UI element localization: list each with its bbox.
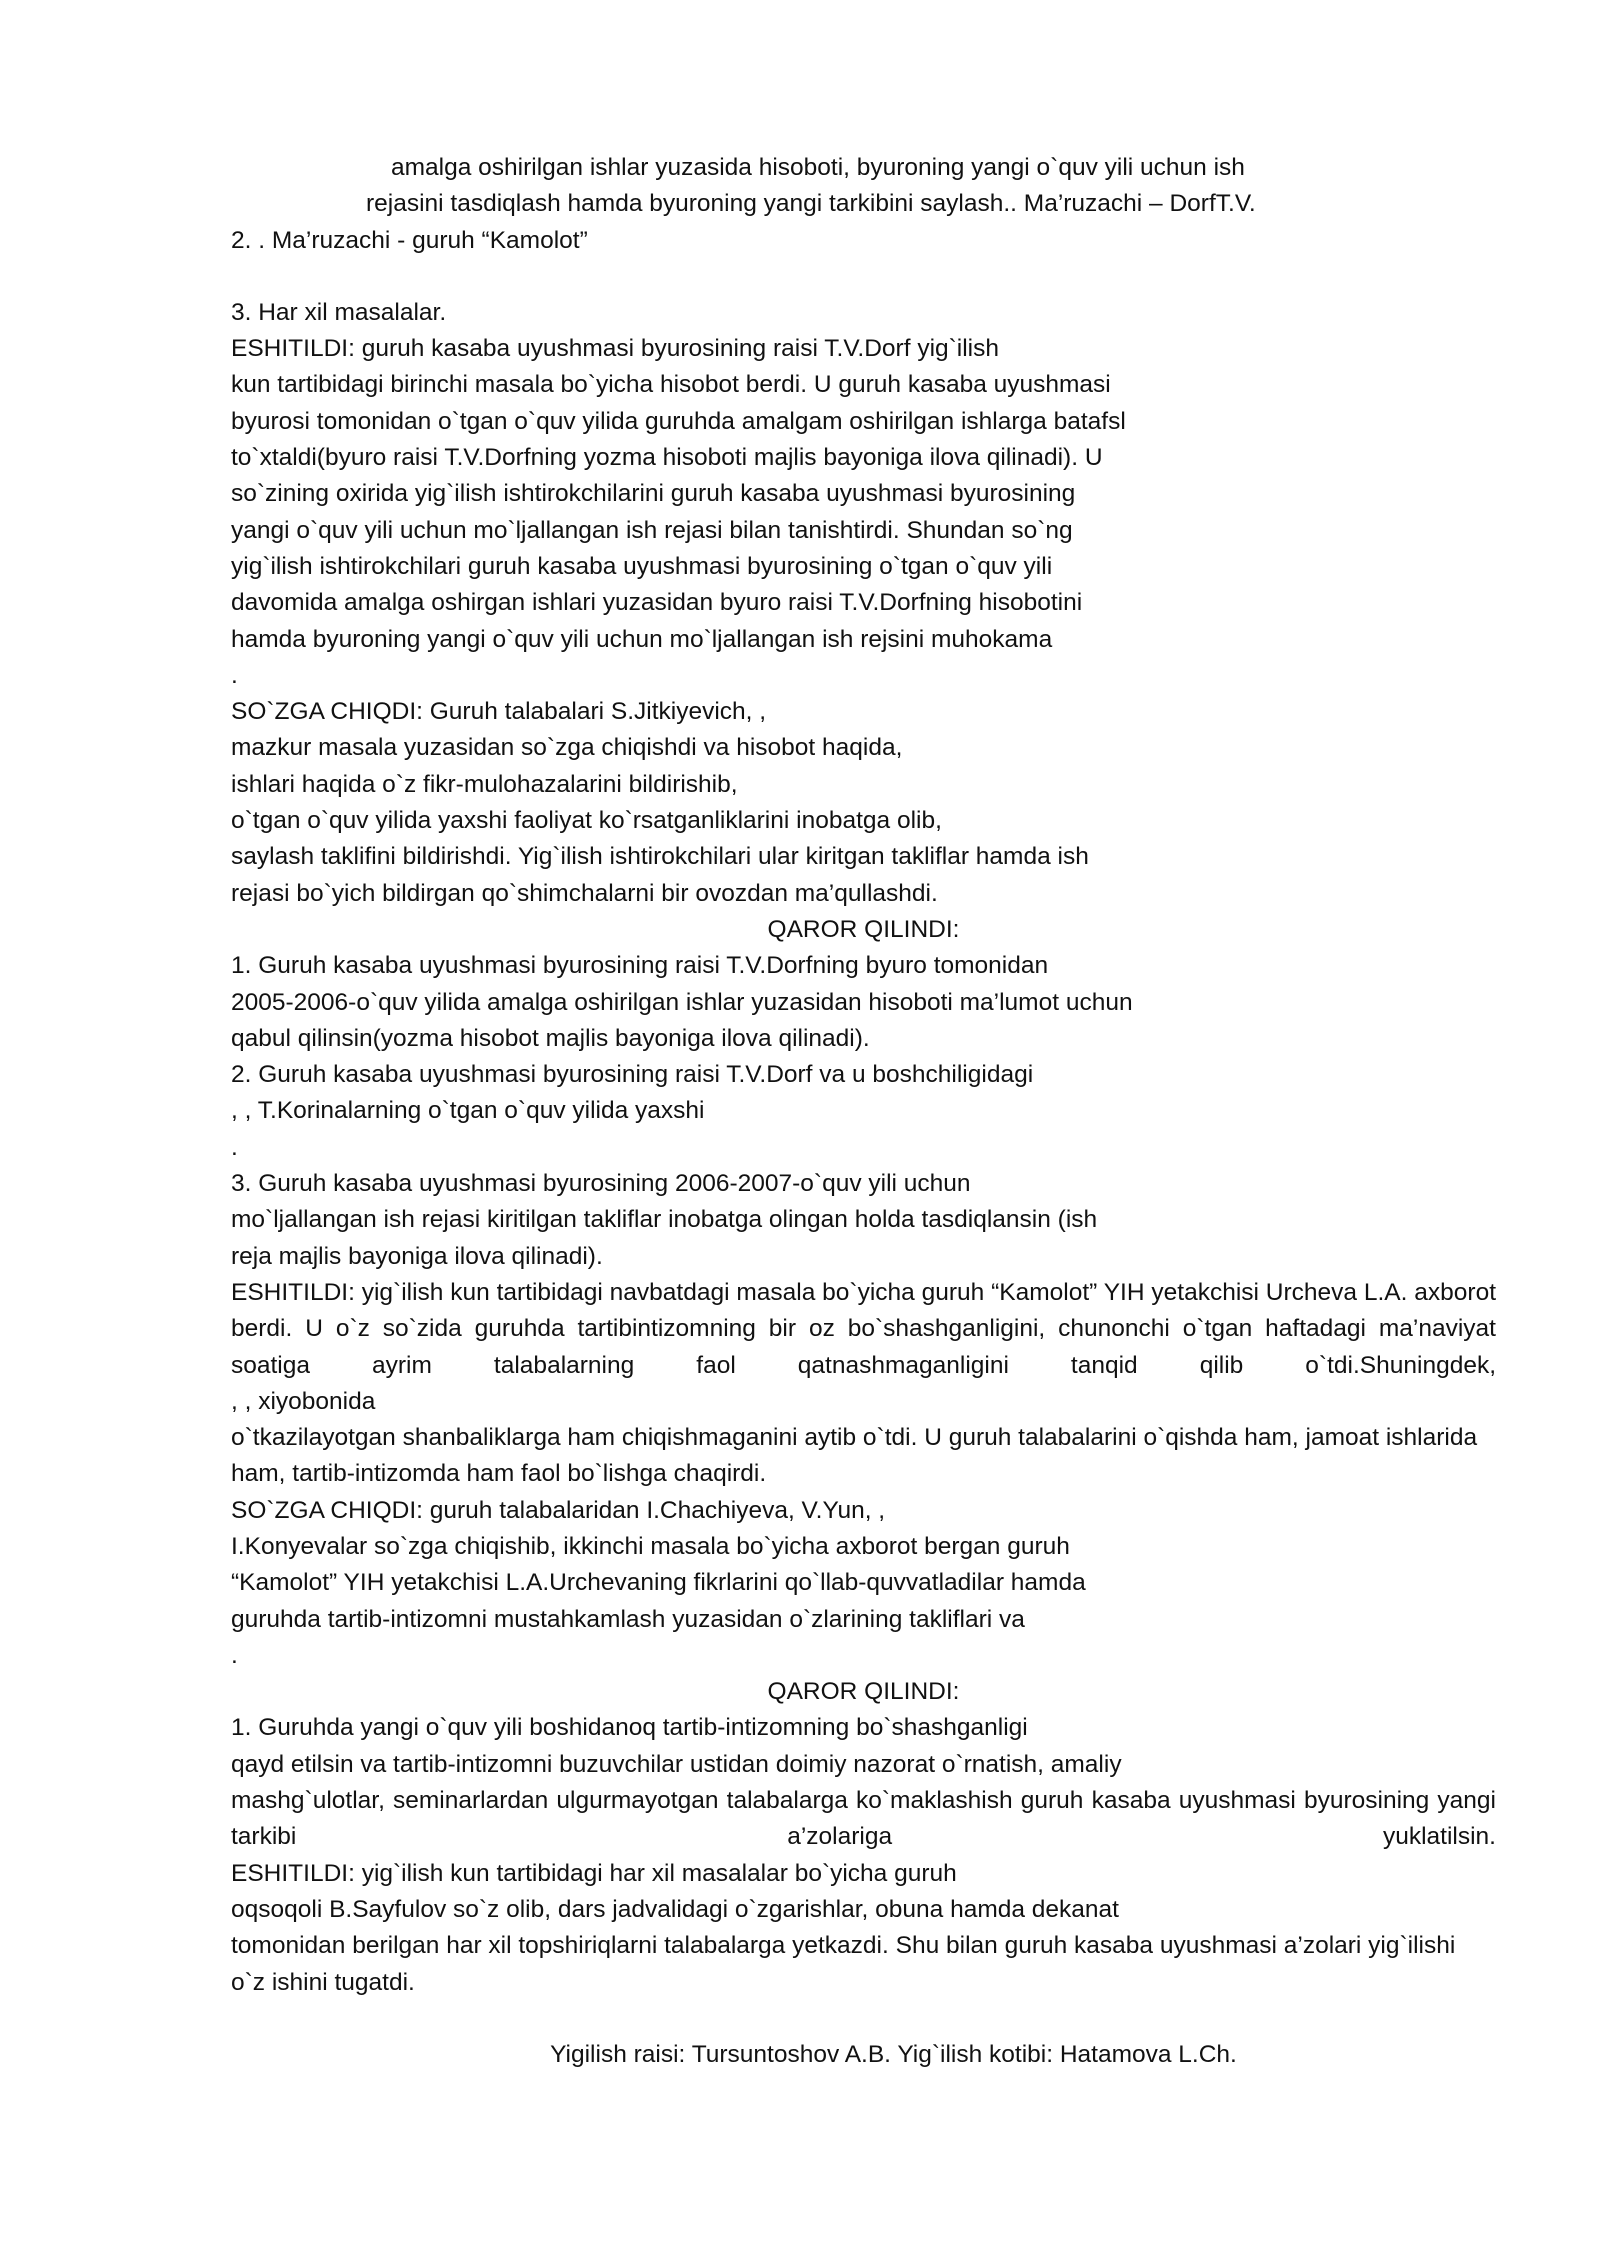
spoke-1-line: mazkur masala yuzasidan so`zga chiqishdi va hisobot haqida, bbox=[231, 734, 903, 762]
agenda-line-1b: rejasini tasdiqlash hamda byuroning yangi tarkibini saylash.. Ma’ruzachi – DorfT.V. bbox=[366, 190, 1256, 218]
heard-1-line: so`zining oxirida yig`ilish ishtirokchilarini guruh kasaba uyushmasi byurosining bbox=[231, 480, 1076, 508]
resolution-heading-2: QAROR QILINDI: bbox=[767, 1678, 960, 1706]
heard-2-line: , , xiyobonida bbox=[231, 1387, 376, 1415]
resolution-2-line: 1. Guruhda yangi o`quv yili boshidanoq tartib-intizomning bo`shashganligi bbox=[231, 1714, 1028, 1742]
heard-2-paragraph: o`tkazilayotgan shanbaliklarga ham chiqishmaganini aytib o`tdi. U guruh talabalarini o`qishda ham, jamoat ishlarida ham, tartib-intizomda ham faol bo`lishga chaqirdi. bbox=[231, 1424, 1478, 1488]
resolution-1-line: 2005-2006-o`quv yilida amalga oshirilgan ishlar yuzasidan hisoboti ma’lumot uchun bbox=[231, 988, 1133, 1016]
agenda-item-2: 2. . Ma’ruzachi - guruh “Kamolot” bbox=[231, 226, 588, 254]
heard-1-line: yig`ilish ishtirokchilari guruh kasaba uyushmasi byurosining o`tgan o`quv yili bbox=[231, 552, 1053, 580]
spoke-2-line: “Kamolot” YIH yetakchisi L.A.Urchevaning fikrlarini qo`llab-quvvatladilar hamda bbox=[231, 1569, 1086, 1597]
document-page bbox=[231, 150, 1496, 2073]
spoke-2-line: SO`ZGA CHIQDI: guruh talabalaridan I.Chachiyeva, V.Yun, , bbox=[231, 1496, 886, 1524]
dot-line: . bbox=[231, 661, 238, 689]
spoke-1-line: SO`ZGA CHIQDI: Guruh talabalari S.Jitkiyevich, , bbox=[231, 698, 767, 726]
heard-3-line: ESHITILDI: yig`ilish kun tartibidagi har xil masalalar bo`yicha guruh bbox=[231, 1859, 957, 1887]
heard-1-line: hamda byuroning yangi o`quv yili uchun mo`ljallangan ish rejsini muhokama bbox=[231, 625, 1053, 653]
heard-1-line: ESHITILDI: guruh kasaba uyushmasi byurosining raisi T.V.Dorf yig`ilish bbox=[231, 335, 1000, 363]
resolution-1-line: reja majlis bayoniga ilova qilinadi). bbox=[231, 1242, 603, 1270]
dot-line: . bbox=[231, 1641, 238, 1669]
resolution-1-line: mo`ljallangan ish rejasi kiritilgan takliflar inobatga olingan holda tasdiqlansin (ish bbox=[231, 1206, 1098, 1234]
resolution-2-line: qayd etilsin va tartib-intizomni buzuvchilar ustidan doimiy nazorat o`rnatish, amaliy bbox=[231, 1750, 1122, 1778]
heard-3-paragraph: tomonidan berilgan har xil topshiriqlarni talabalarga yetkazdi. Shu bilan guruh kasaba uyushmasi a’zolari yig`ilishi o`z ishini tugatdi. bbox=[231, 1932, 1456, 1996]
resolution-1-line: , , T.Korinalarning o`tgan o`quv yilida yaxshi bbox=[231, 1097, 705, 1125]
spoke-1-line: rejasi bo`yich bildirgan qo`shimchalarni bir ovozdan ma’qullashdi. bbox=[231, 879, 938, 907]
spoke-1-line: ishlari haqida o`z fikr-mulohazalarini bildirishib, bbox=[231, 770, 738, 798]
agenda-line-1a: amalga oshirilgan ishlar yuzasida hisoboti, byuroning yangi o`quv yili uchun ish bbox=[391, 154, 1245, 181]
resolution-heading-1: QAROR QILINDI: bbox=[767, 915, 960, 943]
heard-1-line: to`xtaldi(byuro raisi T.V.Dorfning yozma hisoboti majlis bayoniga ilova qilinadi). U bbox=[231, 444, 1103, 472]
resolution-2-paragraph: mashg`ulotlar, seminarlardan ulgurmayotgan talabalarga ko`maklashish guruh kasaba uyushmasi byurosining yangi tarkibi a’zolariga yuklatilsin. bbox=[231, 1787, 1496, 1851]
spoke-1-line: saylash taklifini bildirishdi. Yig`ilish ishtirokchilari ular kiritgan takliflar hamda ish bbox=[231, 843, 1089, 871]
resolution-1-line: qabul qilinsin(yozma hisobot majlis bayoniga ilova qilinadi). bbox=[231, 1024, 870, 1052]
heard-1-line: byurosi tomonidan o`tgan o`quv yilida guruhda amalgam oshirilgan ishlarga batafsl bbox=[231, 407, 1126, 435]
dot-line: . bbox=[231, 1133, 238, 1161]
resolution-1-line: 1. Guruh kasaba uyushmasi byurosining raisi T.V.Dorfning byuro tomonidan bbox=[231, 952, 1049, 980]
spacer bbox=[231, 259, 1496, 295]
heard-2-paragraph: ESHITILDI: yig`ilish kun tartibidagi navbatdagi masala bo`yicha guruh “Kamolot” YIH yetakchisi Urcheva L.A. axborot berdi. U o`z so`zida guruhda tartibintizomning bir oz bo`shashganligini, chunonchi o`tgan haftadagi ma’naviyat soatiga ayrim talabalarning faol qatnashmaganligini tanqid qilib o`tdi.Shuningdek, bbox=[231, 1278, 1496, 1379]
spoke-1-line: o`tgan o`quv yilida yaxshi faoliyat ko`rsatganliklarini inobatga olib, bbox=[231, 807, 942, 835]
agenda-item-3: 3. Har xil masalalar. bbox=[231, 298, 447, 326]
heard-3-line: oqsoqoli B.Sayfulov so`z olib, dars jadvalidagi o`zgarishlar, obuna hamda dekanat bbox=[231, 1895, 1119, 1923]
spoke-2-line: I.Konyevalar so`zga chiqishib, ikkinchi masala bo`yicha axborot bergan guruh bbox=[231, 1532, 1070, 1560]
heard-1-line: yangi o`quv yili uchun mo`ljallangan ish rejasi bilan tanishtirdi. Shundan so`ng bbox=[231, 516, 1073, 544]
resolution-1-line: 2. Guruh kasaba uyushmasi byurosining raisi T.V.Dorf va u boshchiligidagi bbox=[231, 1061, 1034, 1089]
signatures-line: Yigilish raisi: Tursuntoshov A.B. Yig`ilish kotibi: Hatamova L.Ch. bbox=[550, 2040, 1237, 2068]
resolution-1-line: 3. Guruh kasaba uyushmasi byurosining 2006-2007-o`quv yili uchun bbox=[231, 1170, 971, 1198]
heard-1-line: kun tartibidagi birinchi masala bo`yicha hisobot berdi. U guruh kasaba uyushmasi bbox=[231, 371, 1111, 399]
heard-1-line: davomida amalga oshirgan ishlari yuzasidan byuro raisi T.V.Dorfning hisobotini bbox=[231, 589, 1083, 617]
spoke-2-line: guruhda tartib-intizomni mustahkamlash yuzasidan o`zlarining takliflari va bbox=[231, 1605, 1025, 1633]
